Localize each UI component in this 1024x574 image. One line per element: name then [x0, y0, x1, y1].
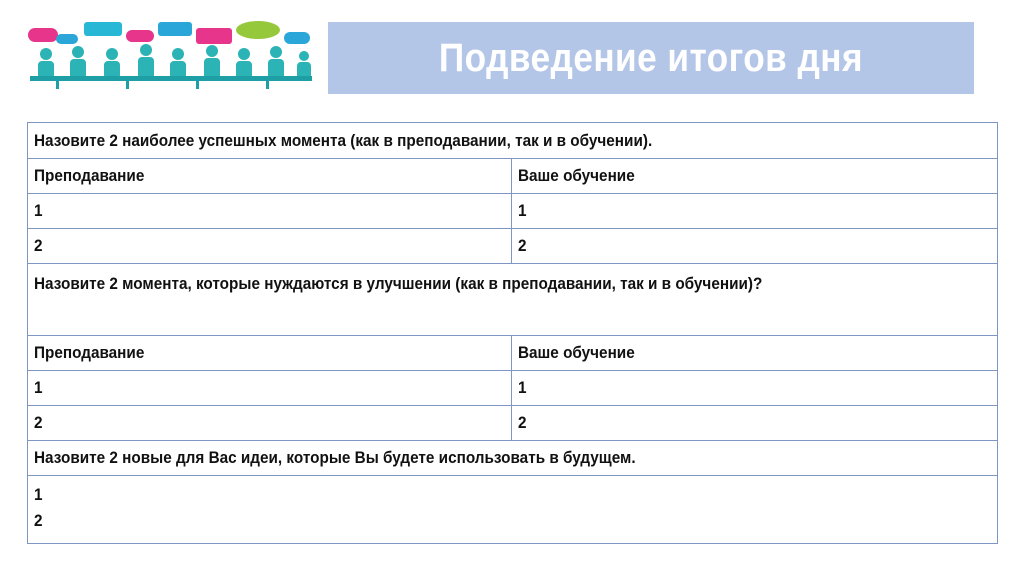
section3-question: Назовите 2 новые для Вас идеи, которые Вы будете использовать в будущем.: [28, 441, 998, 476]
section2-learning-cell-2[interactable]: 2: [512, 406, 998, 441]
section1-header-row: [28, 159, 998, 194]
section1-learning-cell-2[interactable]: 2: [512, 229, 998, 264]
table-row: [28, 229, 998, 264]
section2-header-teaching: Преподавание: [28, 336, 512, 371]
section1-header-teaching: Преподавание: [28, 159, 512, 194]
section2-question: Назовите 2 момента, которые нуждаются в улучшении (как в преподавании, так и в обучении)?: [28, 264, 998, 336]
section1-learning-cell-1[interactable]: 1: [512, 194, 998, 229]
table-row: [28, 406, 998, 441]
section1-question: Назовите 2 наиболее успешных момента (как в преподавании, так и в обучении).: [28, 123, 998, 159]
title-banner: [328, 22, 974, 94]
section2-teaching-cell-2[interactable]: 2: [28, 406, 512, 441]
section2-header-learning: Ваше обучение: [512, 336, 998, 371]
section2-teaching-cell-1[interactable]: 1: [28, 371, 512, 406]
table-surface: [30, 76, 312, 81]
page-title: Подведение итогов дня: [438, 35, 864, 80]
section1-question-row: [28, 123, 998, 159]
list-item: 1: [34, 485, 43, 504]
section2-learning-cell-1[interactable]: 1: [512, 371, 998, 406]
section2-question-row: [28, 264, 998, 336]
table-row: [28, 194, 998, 229]
people-silhouettes: [38, 44, 311, 79]
section1-teaching-cell-2[interactable]: 2: [28, 229, 512, 264]
section3-ideas-cell[interactable]: [28, 476, 998, 544]
section1-teaching-cell-1[interactable]: 1: [28, 194, 512, 229]
section3-question-row: [28, 441, 998, 476]
speech-bubbles: [28, 21, 310, 44]
list-item: 2: [34, 511, 43, 530]
people-discussion-logo-icon: [26, 20, 316, 90]
table-row: [28, 371, 998, 406]
reflection-table: [27, 122, 998, 544]
section2-header-row: [28, 336, 998, 371]
table-legs: [56, 81, 269, 89]
section1-header-learning: Ваше обучение: [512, 159, 998, 194]
section3-ideas-row: [28, 476, 998, 544]
